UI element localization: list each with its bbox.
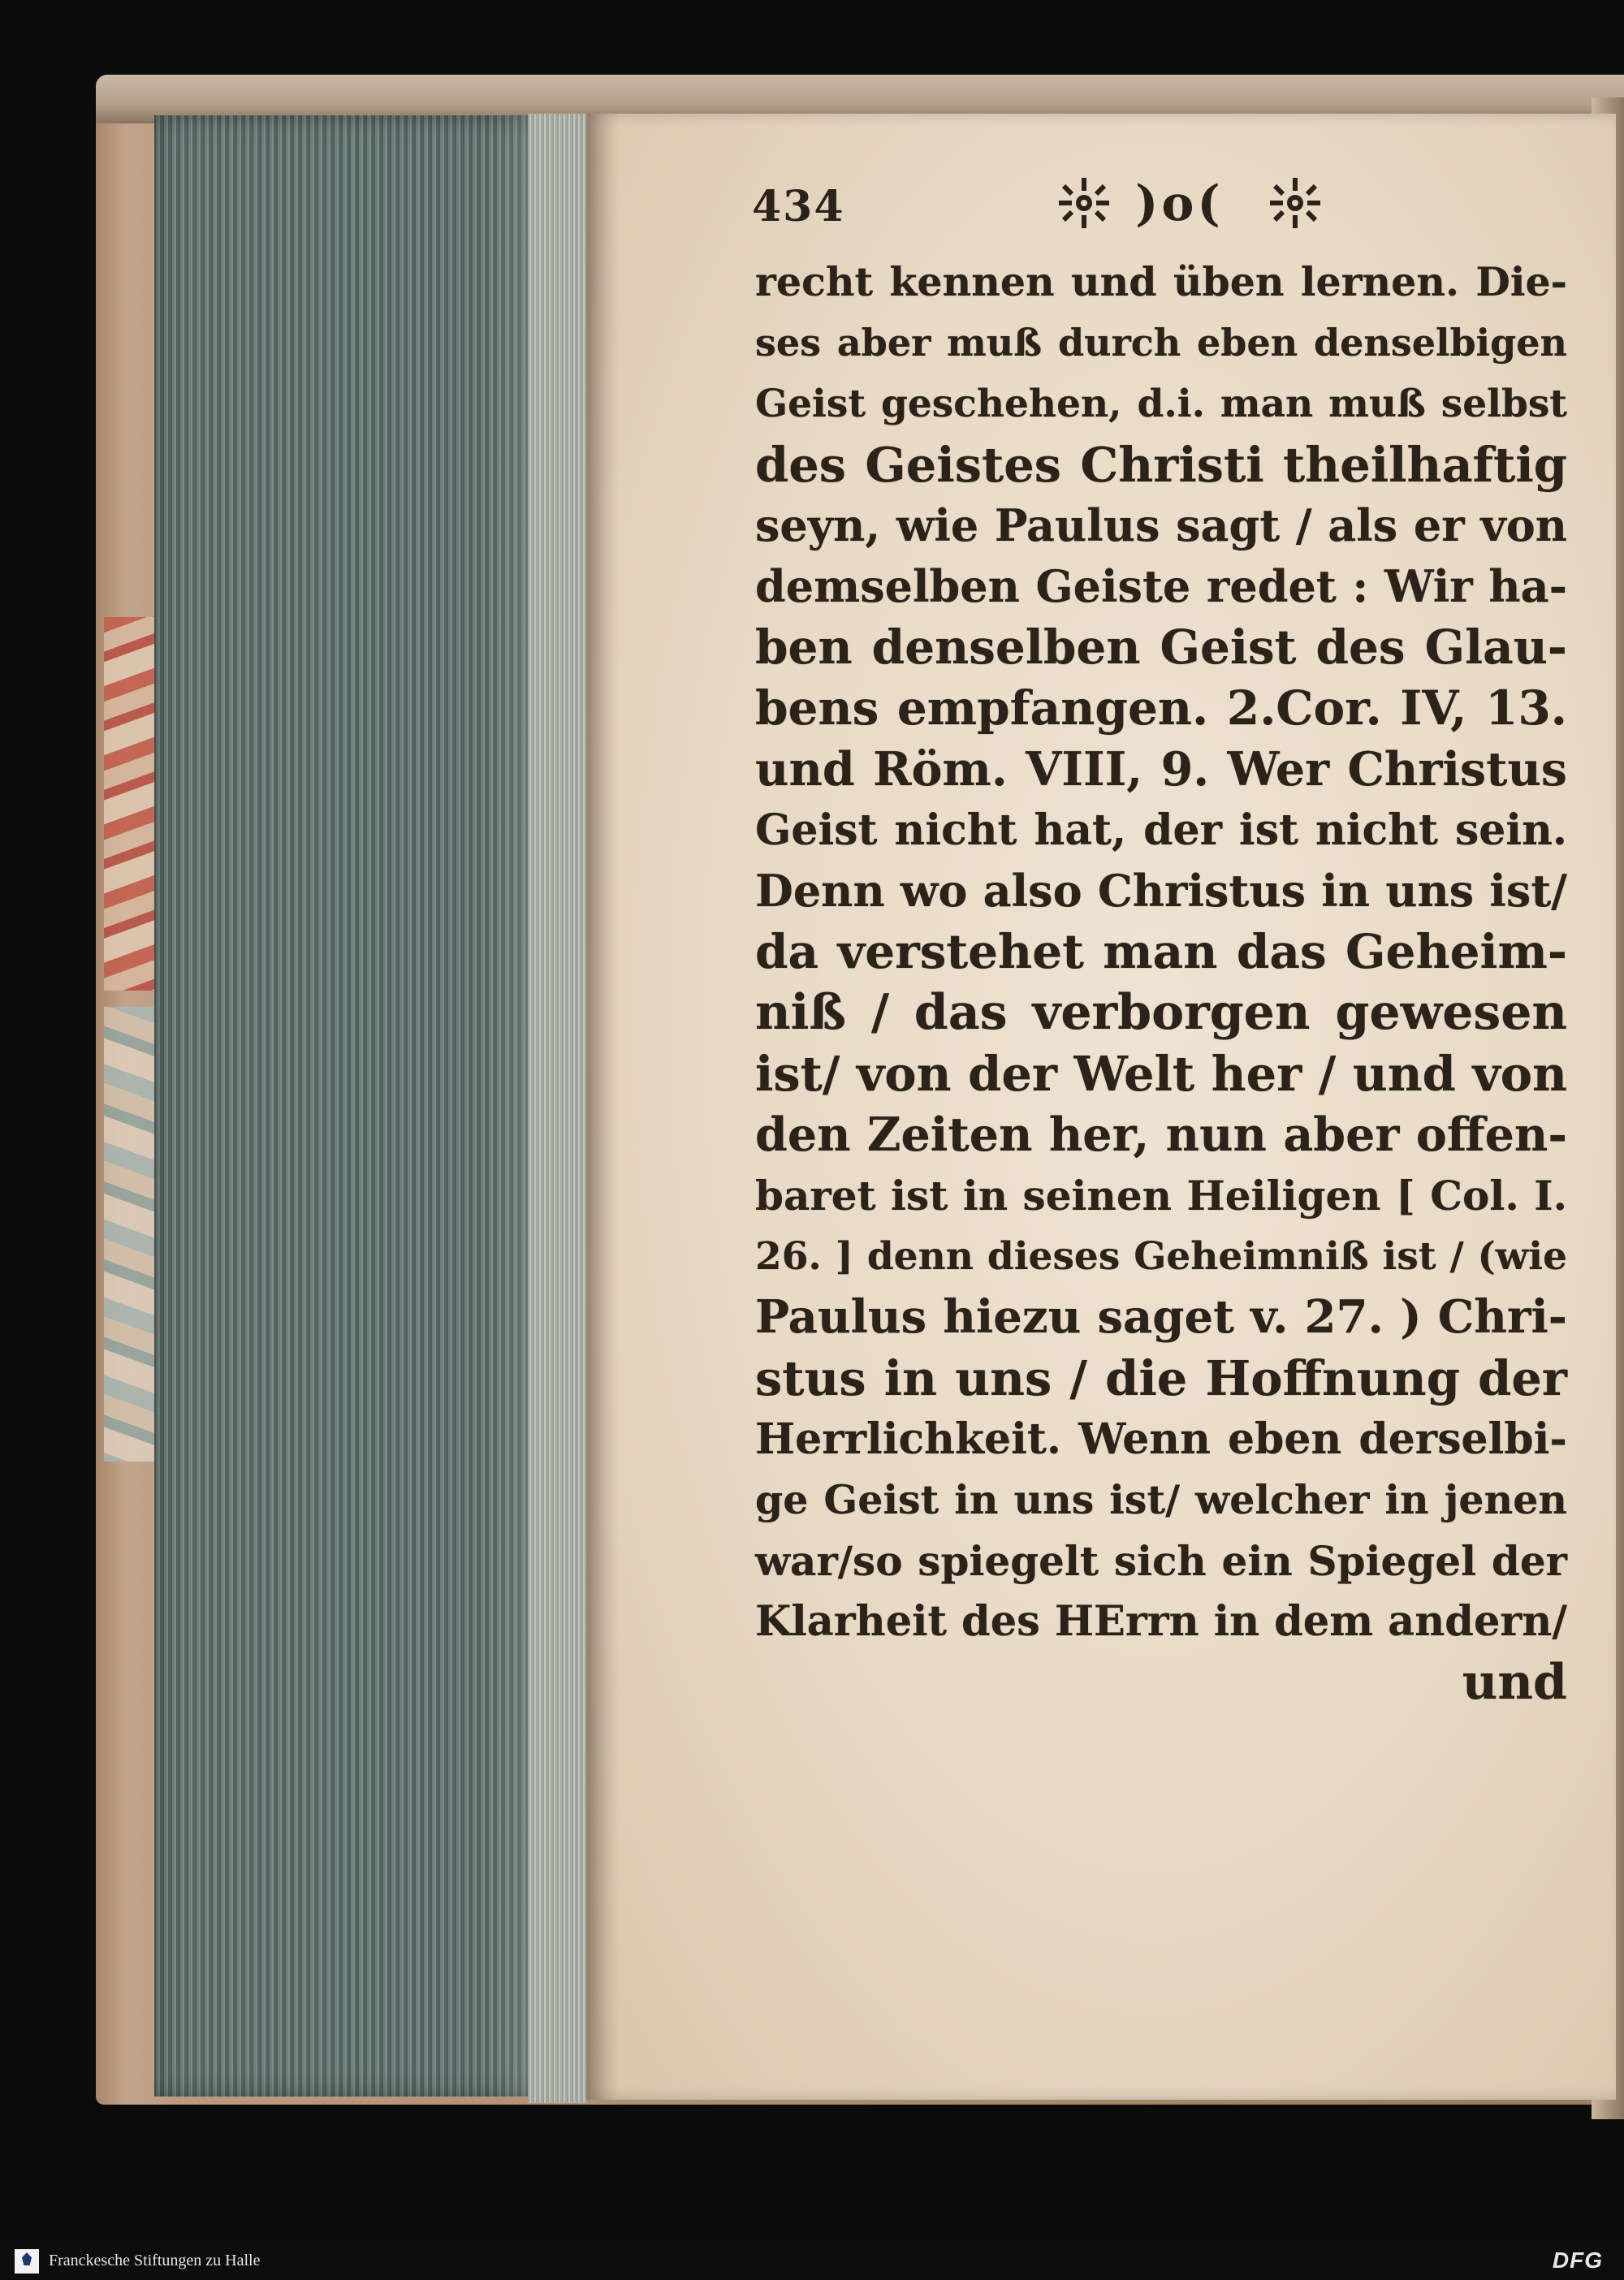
text-line: Herrlichkeit. Wenn eben derselbi- (755, 1414, 1567, 1464)
marbled-cover-edge (104, 617, 161, 991)
institution-logo-icon (15, 2249, 39, 2274)
text-line: niß / das verborgen gewesen (755, 984, 1567, 1041)
institution-label: Franckesche Stiftungen zu Halle (49, 2252, 261, 2269)
text-line: Klarheit des HErrn in dem andern/ (755, 1597, 1567, 1646)
text-line: Geist geschehen, d.i. man muß selbst (755, 382, 1567, 426)
text-line: Denn wo also Christus in uns ist/ (755, 865, 1567, 917)
running-head-ornament: )o( (1135, 175, 1224, 232)
text-line: und Röm. VIII, 9. Wer Christus (755, 742, 1567, 797)
text-line: seyn, wie Paulus sagt / als er von (755, 499, 1567, 551)
text-line: 26. ] denn dieses Geheimniß ist / (wie (755, 1234, 1567, 1279)
gutter-shadow (586, 114, 619, 2100)
text-line: ben denselben Geist des Glau- (755, 620, 1567, 675)
text-line: ge Geist in uns ist/ welcher in jenen (755, 1476, 1567, 1523)
text-line: demselben Geiste redet : Wir ha- (755, 560, 1567, 612)
text-line: baret ist in seinen Heiligen [ Col. I. (755, 1172, 1567, 1220)
text-line: bens empfangen. 2.Cor. IV, 13. (755, 680, 1567, 736)
viewer-footer (0, 2241, 1624, 2280)
text-line: ist/ von der Welt her / und von (755, 1046, 1567, 1102)
text-line: den Zeiten her, nun aber offen- (755, 1108, 1567, 1162)
text-line: stus in uns / die Hoffnung der (755, 1350, 1567, 1406)
printer-ornament-icon (1267, 175, 1324, 231)
page-body-text (755, 252, 1567, 1713)
text-line: ses aber muß durch eben denselbigen (755, 321, 1567, 365)
catchword: und (1462, 1654, 1567, 1711)
text-line: Geist nicht hat, der ist nicht sein. (755, 805, 1567, 855)
page-stack (528, 114, 586, 2103)
printer-ornament-icon (1056, 175, 1112, 231)
text-line: recht kennen und üben lernen. Die- (755, 258, 1567, 305)
text-line: war/so spiegelt sich ein Spiegel der (755, 1537, 1567, 1585)
page-number: 434 (752, 182, 845, 231)
text-line: Paulus hiezu saget v. 27. ) Chri- (755, 1290, 1567, 1344)
text-line: da verstehet man das Geheim- (755, 924, 1567, 979)
text-line: des Geistes Christi theilhaftig (755, 437, 1567, 493)
dfg-logo: DFG (1552, 2248, 1603, 2273)
marbled-cover-edge-lower (104, 1007, 161, 1462)
